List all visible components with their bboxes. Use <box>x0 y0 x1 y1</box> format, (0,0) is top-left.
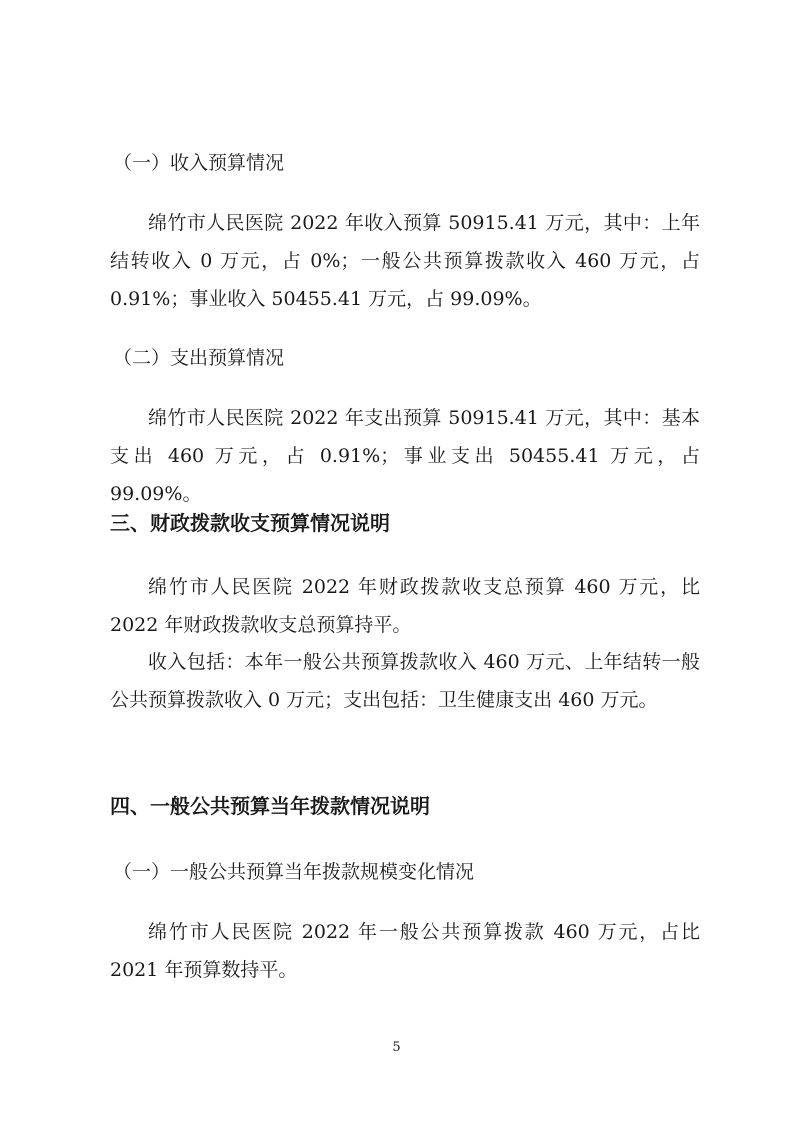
page-number: 5 <box>392 1040 401 1055</box>
general-budget-scale-heading: （一）一般公共预算当年拨款规模变化情况 <box>113 861 475 883</box>
expense-budget-heading: （二）支出预算情况 <box>113 347 285 369</box>
income-budget-heading: （一）收入预算情况 <box>113 152 285 174</box>
general-budget-scale-paragraph: 绵竹市人民医院 2022 年一般公共预算拨款 460 万元，占比 2021 年预算数持平。 <box>110 921 700 981</box>
income-budget-paragraph: 绵竹市人民医院 2022 年收入预算 50915.41 万元，其中：上年结转收入 0 万元，占 0%；一般公共预算拨款收入 460 万元，占 0.91%；事业收入 50455.41 万元，占 99.09%。 <box>110 212 700 310</box>
fiscal-appropriation-paragraph-2: 收入包括：本年一般公共预算拨款收入 460 万元、上年结转一般公共预算拨款收入 0 万元；支出包括：卫生健康支出 460 万元。 <box>110 651 700 711</box>
fiscal-appropriation-paragraph-1: 绵竹市人民医院 2022 年财政拨款收支总预算 460 万元，比 2022 年财政拨款收支总预算持平。 <box>110 576 700 636</box>
expense-budget-paragraph: 绵竹市人民医院 2022 年支出预算 50915.41 万元，其中：基本支出 460 万元，占 0.91%；事业支出 50455.41 万元，占 99.09%。 <box>110 407 700 505</box>
general-budget-heading: 四、一般公共预算当年拨款情况说明 <box>110 794 430 818</box>
fiscal-appropriation-heading: 三、财政拨款收支预算情况说明 <box>110 511 390 535</box>
